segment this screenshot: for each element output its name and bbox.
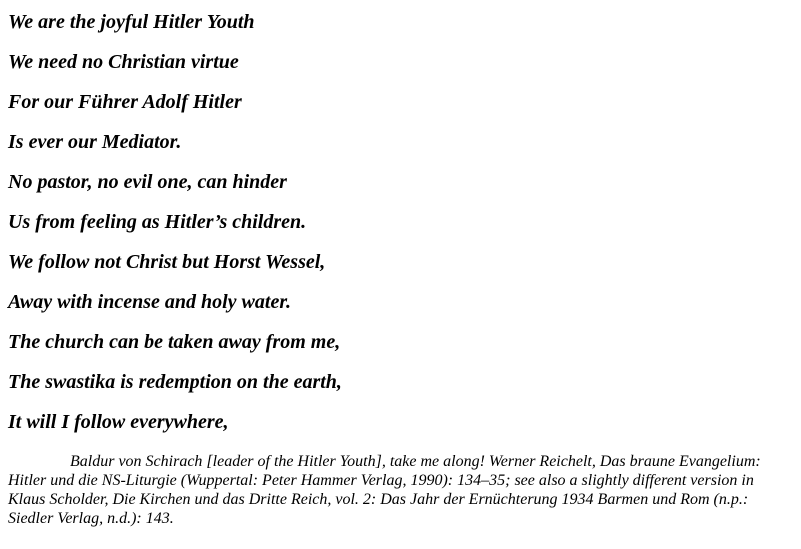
poem-line: We are the joyful Hitler Youth xyxy=(8,11,255,33)
poem-line: It will I follow everywhere, xyxy=(8,411,229,433)
citation: Baldur von Schirach [leader of the Hitler Youth], take me along! Werner Reichelt, Das braune Evangelium: Hitler und die NS-Liturgie (Wuppertal: Peter Hammer Verlag, 1990): 134–35; see also a slightly different version in Klaus Scholder, Die Kirchen und das Dritte Reich, vol. 2: Das Jahr der Ernüchterung 1934 Barmen und Rom (n.p.: Siedler Verlag, n.d.): 143. xyxy=(8,453,761,527)
poem-line: No pastor, no evil one, can hinder xyxy=(8,171,287,193)
poem-line: The swastika is redemption on the earth, xyxy=(8,371,342,393)
poem-line: We need no Christian virtue xyxy=(8,51,239,73)
poem-line: Us from feeling as Hitler’s children. xyxy=(8,211,307,233)
poem-line: Away with incense and holy water. xyxy=(8,291,291,313)
poem-line: Is ever our Mediator. xyxy=(8,131,182,153)
poem-line: The church can be taken away from me, xyxy=(8,331,341,353)
poem-line: For our Führer Adolf Hitler xyxy=(8,91,242,113)
poem-line: We follow not Christ but Horst Wessel, xyxy=(8,251,326,273)
